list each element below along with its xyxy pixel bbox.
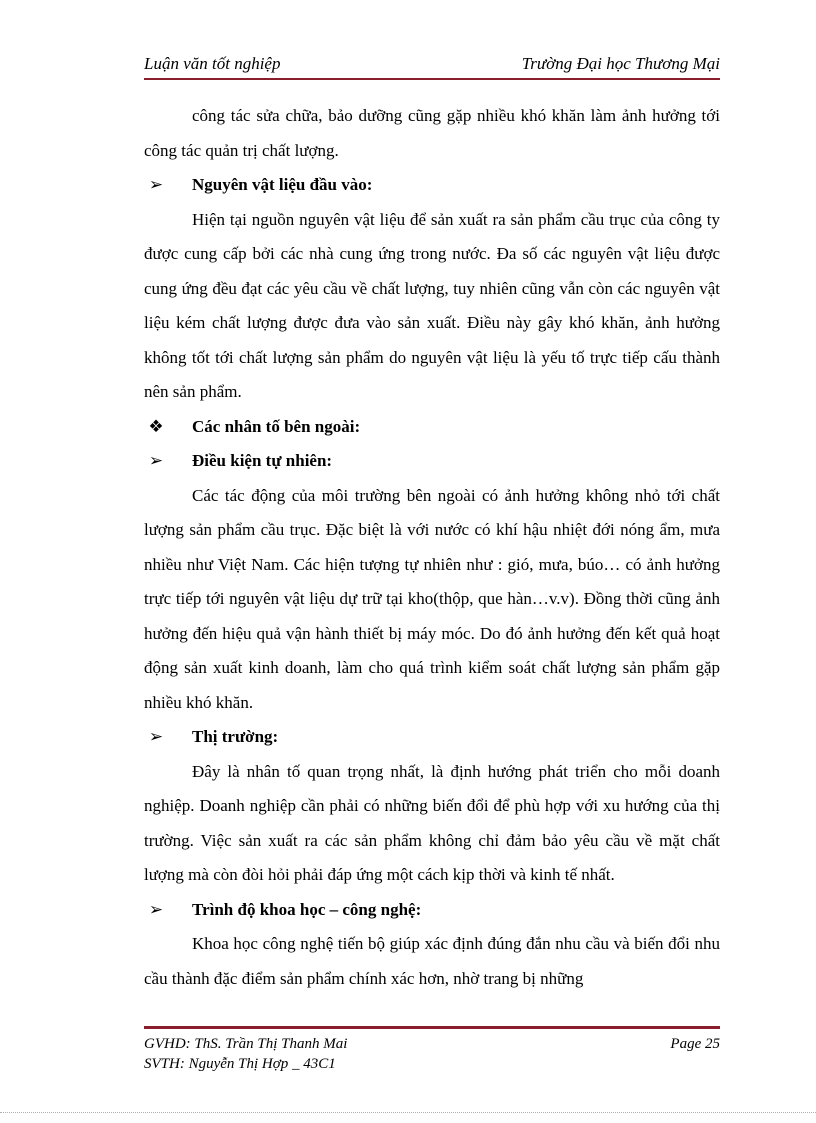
paragraph-raw-materials: Hiện tại nguồn nguyên vật liệu để sản xuất ra sản phẩm cầu trục của công ty được cung cấp bởi các nhà cung ứng trong nước. Đa số các nguyên vật liệu được cung ứng đều đạt các yêu cầu về chất lượng, tuy nhiên cũng vẫn còn các nguyên vật liệu kém chất lượng được đưa vào sản xuất. Điều này gây khó khăn, ảnh hưởng không tốt tới chất lượng sản phẩm do nguyên vật liệu là yếu tố trực tiếp cấu thành nên sản phẩm. — [144, 209, 720, 401]
paragraph-maintenance: công tác sửa chữa, bảo dưỡng cũng gặp nhiều khó khăn làm ảnh hưởng tới công tác quản trị chất lượng. — [144, 106, 720, 160]
header-rule — [144, 78, 720, 80]
arrow-bullet-icon: ➢ — [148, 175, 164, 194]
arrow-bullet-icon: ➢ — [148, 451, 164, 470]
heading-science-technology-label: Trình độ khoa học – công nghệ: — [192, 899, 422, 919]
paragraph-science-technology: Khoa học công nghệ tiến bộ giúp xác định đúng đắn nhu cầu và biến đổi nhu cầu thành đặc điểm sản phẩm chính xác hơn, nhờ trang bị những — [144, 934, 720, 988]
heading-natural-conditions — [144, 444, 720, 479]
page-footer — [144, 1034, 720, 1074]
heading-raw-materials — [144, 168, 720, 203]
paragraph-natural-conditions: Các tác động của môi trường bên ngoài có ảnh hưởng không nhỏ tới chất lượng sản phẩm cầu trục. Đặc biệt là với nước có khí hậu nhiệt đới nóng ẩm, mưa nhiều như Việt Nam. Các hiện tượng tự nhiên như : gió, mưa, búo… có ảnh hưởng trực tiếp tới nguyên vật liệu dự trữ tại kho(thộp, que hàn…v.v). Đồng thời cũng ảnh hưởng đến hiệu quả vận hành thiết bị máy móc. Do đó ảnh hưởng đến kết quả hoạt động sản xuất kinh doanh, làm cho quá trình kiểm soát chất lượng sản phẩm gặp nhiều khó khăn. — [144, 485, 720, 712]
paragraph-market: Đây là nhân tố quan trọng nhất, là định hướng phát triển cho mỗi doanh nghiệp. Doanh nghiệp cần phải có những biến đổi để phù hợp với xu hướng của thị trường. Việc sản xuất ra các sản phẩm không chỉ đảm bảo yêu cầu về mặt chất lượng mà còn đòi hỏi phải đáp ứng một cách kịp thời và kinh tế nhất. — [144, 761, 720, 884]
heading-external-factors-label: Các nhân tố bên ngoài: — [192, 416, 361, 436]
footer-student: SVTH: Nguyễn Thị Hợp _ 43C1 — [144, 1056, 336, 1072]
header-university-label: Trường Đại học Thương Mại — [521, 54, 720, 73]
footer-supervisor: GVHD: ThS. Trần Thị Thanh Mai — [144, 1036, 348, 1052]
bottom-dotted-line — [0, 1112, 816, 1113]
page-header — [144, 54, 720, 76]
arrow-bullet-icon: ➢ — [148, 727, 164, 746]
heading-market — [144, 720, 720, 755]
heading-external-factors — [144, 410, 720, 445]
page-number: Page 25 — [670, 1036, 720, 1052]
arrow-bullet-icon: ➢ — [148, 899, 164, 919]
heading-science-technology — [144, 893, 720, 928]
header-thesis-label: Luận văn tốt nghiệp — [144, 54, 281, 73]
heading-natural-conditions-label: Điều kiện tự nhiên: — [192, 451, 333, 470]
heading-market-label: Thị trường: — [192, 727, 279, 746]
diamond-bullet-icon: ❖ — [148, 416, 164, 436]
footer-rule — [144, 1026, 720, 1029]
page-content — [144, 99, 720, 996]
heading-raw-materials-label: Nguyên vật liệu đầu vào: — [192, 175, 373, 194]
